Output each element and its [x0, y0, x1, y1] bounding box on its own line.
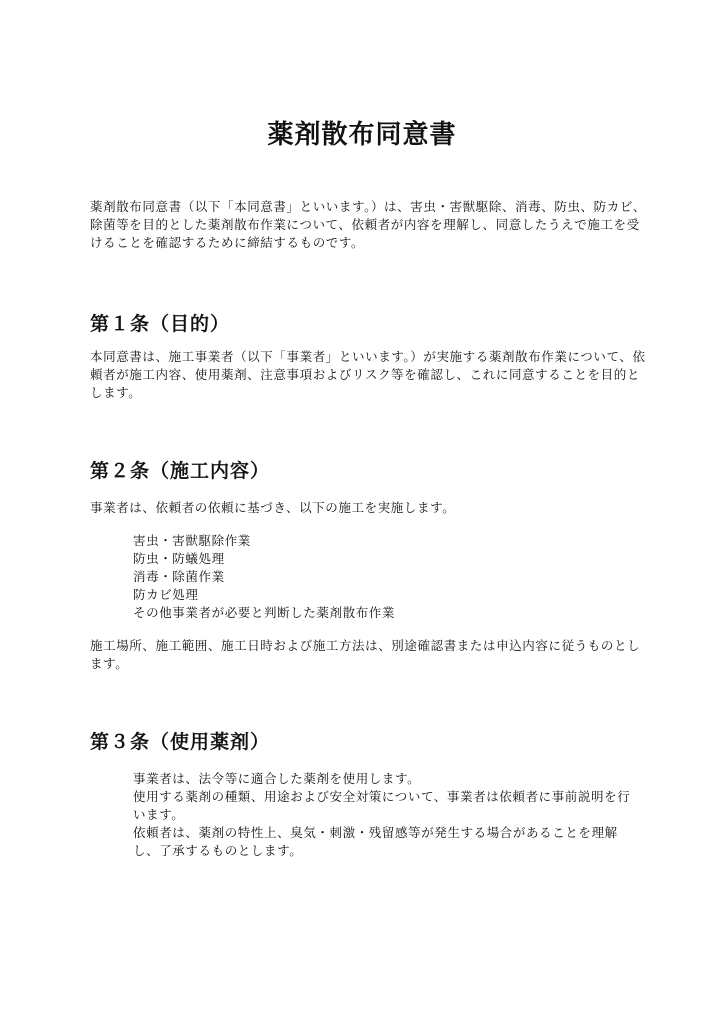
article-3-line: 事業者は、法令等に適合した薬剤を使用します。 — [133, 771, 421, 786]
service-list-item: 防虫・防蟻処理 — [133, 551, 225, 566]
article-2-lead: 事業者は、依頼者の依頼に基づき、以下の施工を実施します。 — [90, 500, 456, 515]
article-2-closing: 施工場所、施工範囲、施工日時および施工方法は、別途確認書または申込内容に従うものとします。 — [90, 638, 641, 671]
article-1-body: 本同意書は、施工事業者（以下「事業者」といいます。）が実施する薬剤散布作業について、依頼者が施工内容、使用薬剤、注意事項およびリスク等を確認し、これに同意することを目的とします。 — [90, 349, 646, 400]
service-list-item: 害虫・害獣駆除作業 — [133, 533, 251, 548]
article-2-heading: 第２条（施工内容） — [90, 460, 271, 482]
service-list-item: 防カビ処理 — [133, 587, 199, 602]
service-list-item: その他事業者が必要と判断した薬剤散布作業 — [133, 605, 396, 620]
article-3-heading: 第３条（使用薬剤） — [90, 731, 271, 753]
intro-paragraph: 薬剤散布同意書（以下「本同意書」といいます。）は、害虫・害獣駆除、消毒、防虫、防カビ、除菌等を目的とした薬剤散布作業について、依頼者が内容を理解し、同意したうえで施工を受けることを確認するために締結するものです。 — [90, 199, 646, 250]
article-1-heading: 第１条（目的） — [90, 313, 231, 335]
article-3-line: 使用する薬剤の種類、用途および安全対策について、事業者は依頼者に事前説明を行います。 — [133, 789, 631, 822]
service-list — [133, 532, 395, 622]
document-title: 薬剤散布同意書 — [267, 120, 457, 150]
article-3-line: 依頼者は、薬剤の特性上、臭気・刺激・残留感等が発生する場合があることを理解し、了承するものとします。 — [133, 825, 618, 858]
article-3-body — [133, 770, 633, 860]
service-list-item: 消毒・除菌作業 — [133, 569, 225, 584]
